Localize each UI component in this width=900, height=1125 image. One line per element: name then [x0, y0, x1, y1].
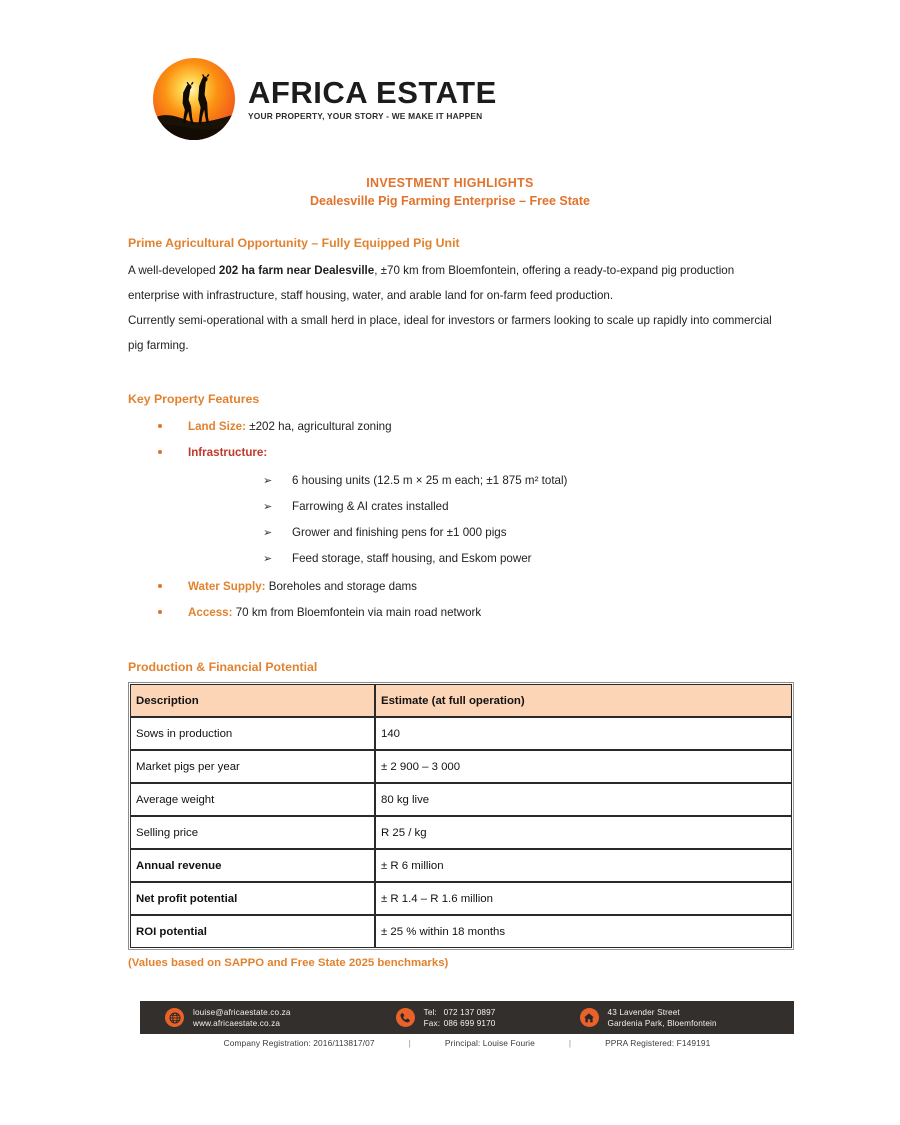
intro-p1-prefix: A well-developed: [128, 264, 219, 277]
footer-tel-value: 072 137 0897: [443, 1007, 496, 1017]
column-header-description: Description: [130, 684, 375, 717]
footer-website[interactable]: www.africaestate.co.za: [193, 1018, 281, 1028]
column-header-estimate: Estimate (at full operation): [375, 684, 792, 717]
feature-text: Boreholes and storage dams: [265, 580, 417, 593]
page-subtitle: Dealesville Pig Farming Enterprise – Free State: [310, 194, 590, 208]
table-row: [130, 717, 792, 750]
table-row: [130, 882, 792, 915]
company-logo: [152, 57, 497, 141]
cell-description: ROI potential: [130, 915, 375, 948]
infrastructure-sublist: [188, 468, 788, 572]
page-title: INVESTMENT HIGHLIGHTS: [366, 176, 534, 190]
sub-feature-text: Feed storage, staff housing, and Eskom power: [292, 552, 532, 565]
arrow-bullet-icon: ➢: [263, 527, 273, 539]
footer-email[interactable]: louise@africaestate.co.za: [193, 1007, 291, 1017]
spacer: [128, 626, 788, 660]
cell-description: Annual revenue: [130, 849, 375, 882]
document-body: [128, 236, 788, 969]
table-row: [130, 915, 792, 948]
table-row: [130, 849, 792, 882]
bullet-dot-icon: [158, 584, 162, 588]
bullet-dot-icon: [158, 450, 162, 454]
arrow-bullet-icon: ➢: [263, 553, 273, 565]
sub-feature-text: Farrowing & AI crates installed: [292, 500, 449, 513]
table-row: [130, 783, 792, 816]
footer-address-line1: 43 Lavender Street: [607, 1007, 680, 1017]
list-item: [188, 494, 788, 520]
financials-table-container: [128, 682, 794, 950]
features-heading: Key Property Features: [128, 392, 260, 406]
intro-heading: Prime Agricultural Opportunity – Fully Equipped Pig Unit: [128, 236, 460, 250]
cell-description: Market pigs per year: [130, 750, 375, 783]
footer-fax-value: 086 699 9170: [443, 1018, 496, 1028]
cell-description: Selling price: [130, 816, 375, 849]
footer-separator: |: [408, 1038, 411, 1048]
cell-description: Sows in production: [130, 717, 375, 750]
feature-label: Land Size:: [188, 420, 246, 433]
footer-address-text: [608, 1007, 717, 1029]
logo-tagline: YOUR PROPERTY, YOUR STORY - WE MAKE IT HAPPEN: [248, 111, 483, 121]
intro-p1-suffix: , ±70 km from Bloemfontein, offering a ready-to-expand pig production enterprise with infrastructure, staff housing, water, and arable land for on-farm feed production.: [128, 264, 735, 302]
cell-description: Average weight: [130, 783, 375, 816]
footer-principal: Principal: Louise Fourie: [444, 1038, 535, 1048]
home-icon: [580, 1008, 599, 1027]
list-item: [188, 520, 788, 546]
list-item: [188, 468, 788, 494]
bullet-dot-icon: [158, 610, 162, 614]
cell-estimate: ± 2 900 – 3 000: [375, 750, 792, 783]
list-item: [128, 600, 788, 626]
globe-icon: [165, 1008, 184, 1027]
cell-description: Net profit potential: [130, 882, 375, 915]
financials-heading: Production & Financial Potential: [128, 660, 318, 674]
footer-address-block: [580, 1007, 717, 1029]
footer-phone-block: [396, 1007, 496, 1029]
cell-estimate: ± 25 % within 18 months: [375, 915, 792, 948]
features-list: [128, 414, 788, 626]
footer-fax-label: Fax:: [423, 1018, 441, 1028]
footer-phone-text: [424, 1007, 496, 1029]
cell-estimate: R 25 / kg: [375, 816, 792, 849]
footer-tel-label: Tel:: [423, 1007, 437, 1017]
arrow-bullet-icon: ➢: [263, 475, 273, 487]
footer-contact-bar: [140, 1001, 794, 1034]
sub-feature-text: 6 housing units (12.5 m × 25 m each; ±1 875 m² total): [292, 474, 568, 487]
bullet-dot-icon: [158, 424, 162, 428]
intro-p1-bold: 202 ha farm near Dealesville: [218, 264, 375, 277]
footer-legal-bar: [140, 1038, 794, 1048]
financials-note: (Values based on SAPPO and Free State 2025 benchmarks): [128, 957, 449, 969]
phone-icon: [396, 1008, 415, 1027]
footer-separator: |: [568, 1038, 572, 1048]
arrow-bullet-icon: ➢: [263, 501, 273, 513]
sunset-giraffes-circle-logo-icon: [152, 57, 236, 141]
feature-text: ±202 ha, agricultural zoning: [245, 420, 392, 433]
cell-estimate: 80 kg live: [375, 783, 792, 816]
cell-estimate: 140: [375, 717, 792, 750]
logo-company-name: AFRICA ESTATE: [248, 74, 497, 110]
table-row: [130, 816, 792, 849]
financials-table: [130, 684, 792, 948]
footer-company-registration: Company Registration: 2016/113817/07: [223, 1038, 375, 1048]
table-header-row: [130, 684, 792, 717]
feature-label: Access:: [188, 606, 233, 619]
feature-label: Infrastructure:: [188, 446, 268, 459]
list-item: [188, 546, 788, 572]
footer-web-text: [193, 1007, 291, 1029]
footer-address-line2: Gardenia Park, Bloemfontein: [607, 1018, 717, 1028]
list-item: [128, 440, 788, 572]
feature-text: 70 km from Bloemfontein via main road network: [232, 606, 482, 619]
spacer: [128, 358, 788, 392]
list-item: [128, 574, 788, 600]
logo-wordmark: [248, 74, 497, 121]
cell-estimate: ± R 1.4 – R 1.6 million: [375, 882, 792, 915]
footer-web-block: [165, 1007, 291, 1029]
list-item: [128, 414, 788, 440]
feature-label: Water Supply:: [188, 580, 266, 593]
cell-estimate: ± R 6 million: [375, 849, 792, 882]
intro-paragraph-2: Currently semi-operational with a small herd in place, ideal for investors or farmers looking to scale up rapidly into commercial pig farming.: [128, 314, 772, 352]
table-row: [130, 750, 792, 783]
sub-feature-text: Grower and finishing pens for ±1 000 pigs: [292, 526, 507, 539]
footer-ppra: PPRA Registered: F149191: [605, 1038, 711, 1048]
intro-paragraph-1: [128, 258, 788, 308]
